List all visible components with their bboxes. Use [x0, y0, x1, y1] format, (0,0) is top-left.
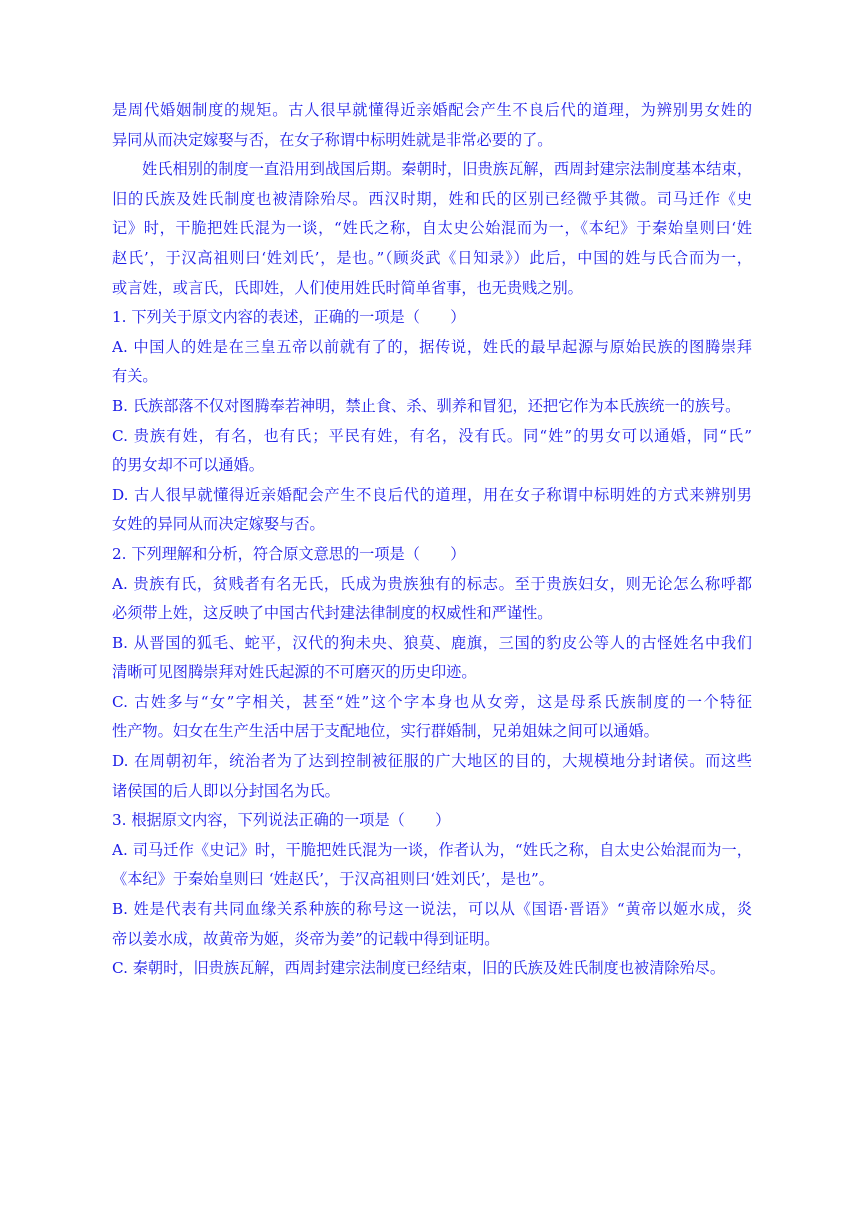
question-1-stem: 1. 下列关于原文内容的表述，正确的一项是（ ） [112, 308, 466, 327]
q2-option-b: B. 从晋国的狐毛、蛇平，汉代的狗未央、狼莫、鹿旗，三国的豹皮公等人的古怪姓名中我们 [112, 633, 752, 652]
q3-option-a: A. 司马迁作《史记》时，干脆把姓氏混为一谈，作者认为，“姓氏之称，自太史公始混而为一， [112, 840, 752, 859]
q3-option-b: 帝以姜水成，故黄帝为姬，炎帝为姜”的记载中得到证明。 [112, 929, 500, 948]
text-line: 异同从而决定嫁娶与否，在女子称谓中标明姓就是非常必要的了。 [112, 130, 553, 149]
q3-option-c: C. 秦朝时，旧贵族瓦解，西周封建宗法制度已经结束，旧的氏族及姓氏制度也被清除殆尽。 [112, 959, 726, 978]
text-line: 记》时，干脆把姓氏混为一谈，“姓氏之称，自太史公始混而为一，《本纪》于秦始皇则曰‘姓 [112, 219, 752, 238]
q3-option-a: 《本纪》于秦始皇则曰 ‘姓赵氏’，于汉高祖则曰‘姓刘氏’，是也”。 [112, 870, 554, 889]
question-3-stem: 3. 根据原文内容，下列说法正确的一项是（ ） [112, 811, 451, 830]
q2-option-c: 性产物。妇女在生产生活中居于支配地位，实行群婚制，兄弟姐妹之间可以通婚。 [112, 722, 659, 741]
text-line: 旧的氏族及姓氏制度也被清除殆尽。西汉时期，姓和氏的区别已经微乎其微。司马迁作《史 [112, 189, 752, 208]
q2-option-d: 诸侯国的后人即以分封国名为氏。 [112, 781, 340, 800]
q1-option-d: 女姓的异同从而决定嫁娶与否。 [112, 515, 325, 534]
q1-option-c: C. 贵族有姓，有名，也有氏；平民有姓，有名，没有氏。同“姓”的男女可以通婚，同“氏” [112, 426, 752, 445]
question-2-stem: 2. 下列理解和分析，符合原文意思的一项是（ ） [112, 544, 466, 563]
q1-option-d: D. 古人很早就懂得近亲婚配会产生不良后代的道理，用在女子称谓中标明姓的方式来辨别男 [112, 485, 752, 504]
q2-option-d: D. 在周朝初年，统治者为了达到控制被征服的广大地区的目的，大规模地分封诸侯。而这些 [112, 752, 752, 771]
q2-option-a: 必须带上姓，这反映了中国古代封建法律制度的权威性和严谨性。 [112, 604, 553, 623]
q2-option-c: C. 古姓多与“女”字相关，甚至“姓”这个字本身也从女旁，这是母系氏族制度的一个特征 [112, 692, 752, 711]
q1-option-a: 有关。 [112, 367, 158, 386]
text-line: 是周代婚姻制度的规矩。古人很早就懂得近亲婚配会产生不良后代的道理，为辨别男女姓的 [112, 101, 752, 119]
text-line: 或言姓，或言氏，氏即姓，人们使用姓氏时简单省事，也无贵贱之别。 [112, 278, 583, 297]
q1-option-c: 的男女却不可以通婚。 [112, 456, 264, 475]
q2-option-b: 清晰可见图腾崇拜对姓氏起源的不可磨灭的历史印迹。 [112, 663, 477, 682]
q1-option-a: A. 中国人的姓是在三皇五帝以前就有了的，据传说，姓氏的最早起源与原始民族的图腾崇拜 [112, 337, 752, 356]
document-page [112, 96, 752, 984]
q2-option-a: A. 贵族有氏，贫贱者有名无氏，氏成为贵族独有的标志。至于贵族妇女，则无论怎么称呼都 [112, 574, 752, 593]
text-line: 姓氏相别的制度一直沿用到战国后期。秦朝时，旧贵族瓦解，西周封建宗法制度基本结束， [142, 160, 752, 179]
q3-option-b: B. 姓是代表有共同血缘关系种族的称号这一说法，可以从《国语·晋语》“黄帝以姬水成，炎 [112, 900, 752, 919]
q1-option-b: B. 氏族部落不仅对图腾奉若神明，禁止食、杀、驯养和冒犯，还把它作为本氏族统一的族号。 [112, 396, 741, 415]
text-line: 赵氏’，于汉高祖则曰‘姓刘氏’，是也。”（顾炎武《日知录》）此后，中国的姓与氏合而为一， [112, 248, 752, 267]
